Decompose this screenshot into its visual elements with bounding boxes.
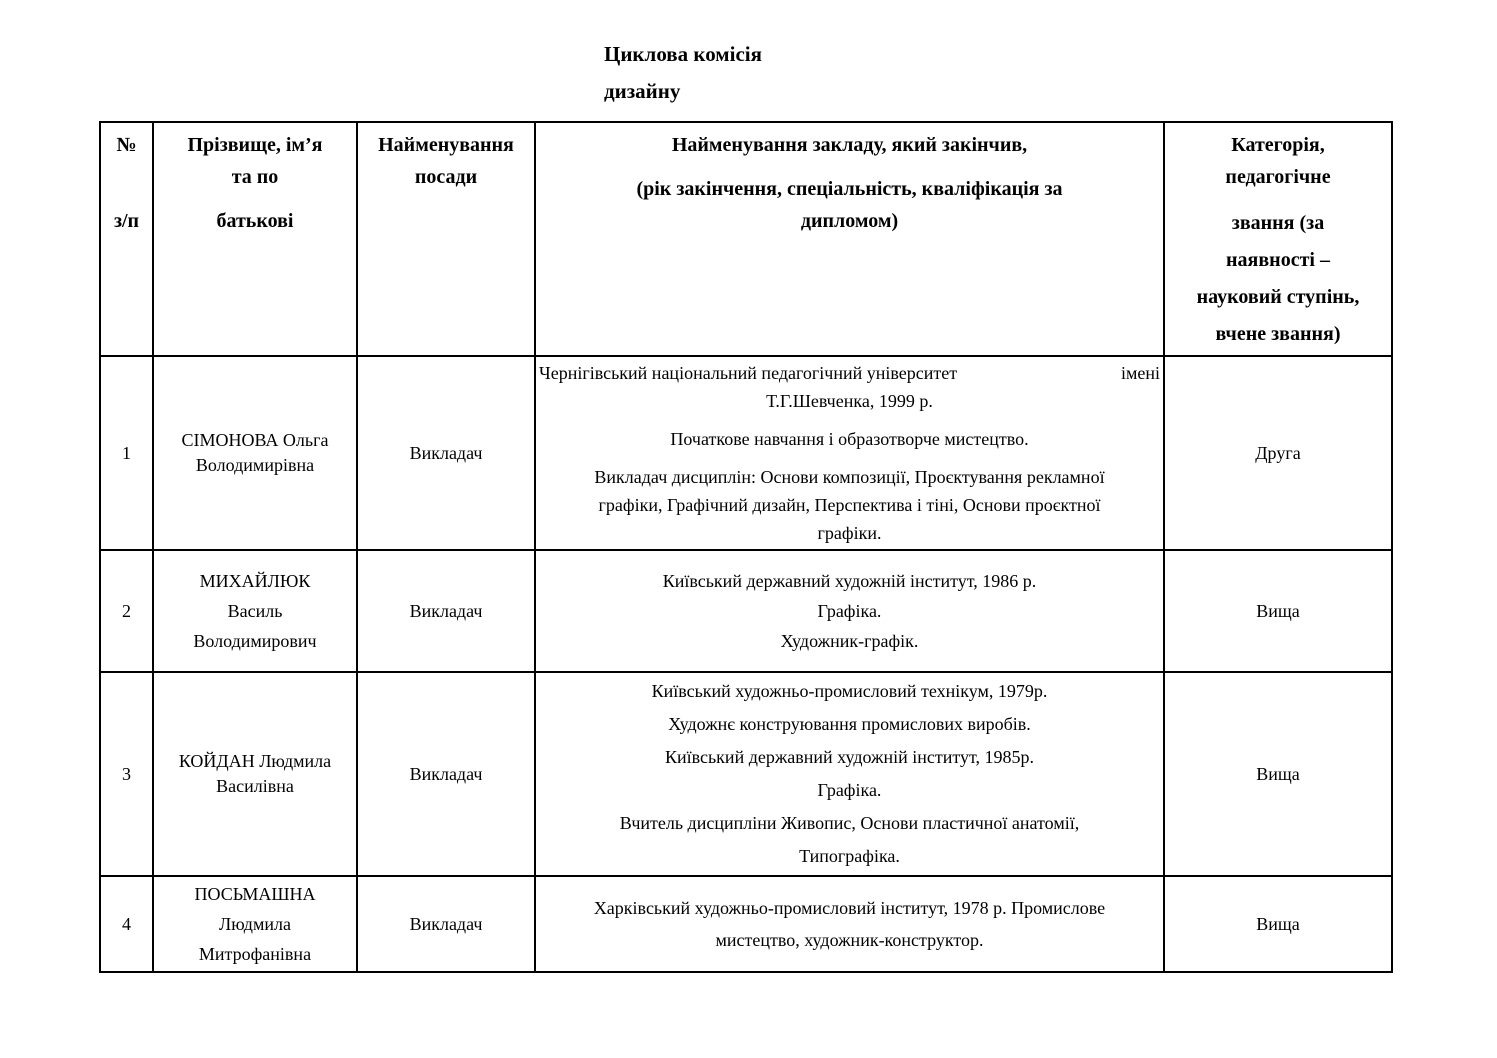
education-line-right: імені: [1120, 363, 1160, 383]
row-number-cell: [100, 876, 153, 972]
teacher-name-line: МИХАЙЛЮК: [199, 571, 311, 591]
header-line: №: [116, 134, 137, 156]
category-label: Вища: [1256, 764, 1300, 784]
teacher-name-cell: [153, 356, 357, 550]
header-line: посади: [414, 166, 478, 188]
education-line: графіки, Графічний дизайн, Перспектива і тіні, Основи проєктної: [598, 495, 1101, 515]
row-number-cell: [100, 672, 153, 876]
header-line: з/п: [113, 210, 140, 232]
header-institution-cell: [535, 122, 1164, 356]
table-row: [100, 356, 1392, 550]
teacher-name-cell: [153, 550, 357, 672]
education-line: Художник-графік.: [780, 631, 919, 651]
category-label: Вища: [1256, 914, 1300, 934]
education-cell: [535, 876, 1164, 972]
document-title: [604, 36, 762, 110]
table-row: [100, 672, 1392, 876]
education-line: Т.Г.Шевченка, 1999 р.: [766, 391, 933, 411]
teacher-name-line: Василь: [227, 601, 283, 621]
category-cell: [1164, 550, 1392, 672]
header-line: звання (за: [1231, 212, 1325, 234]
teacher-name-cell: [153, 876, 357, 972]
header-line: Найменування: [378, 134, 514, 156]
document-title-line: дизайну: [604, 79, 681, 103]
table-row: [100, 876, 1392, 972]
education-line: Типографіка.: [799, 846, 900, 866]
teacher-name-line: Володимирівна: [195, 455, 315, 475]
row-number: 4: [122, 913, 131, 934]
education-line: Художнє конструювання промислових виробів.: [668, 714, 1031, 734]
education-line: Київський художньо-промисловий технікум, 1979р.: [651, 681, 1048, 701]
header-name-cell: [153, 122, 357, 356]
position-label: Викладач: [409, 600, 483, 621]
education-cell: [535, 672, 1164, 876]
position-label: Викладач: [409, 763, 483, 784]
header-line: вчене звання): [1215, 323, 1341, 345]
table-row: [100, 550, 1392, 672]
position-cell: [357, 672, 535, 876]
header-line: Найменування закладу, який закінчив,: [671, 134, 1028, 156]
row-number-cell: [100, 356, 153, 550]
header-line: Прізвище, ім’я: [187, 134, 323, 156]
category-cell: [1164, 672, 1392, 876]
position-cell: [357, 876, 535, 972]
teacher-name-line: Володимирович: [193, 631, 317, 651]
teacher-name-line: Людмила: [219, 914, 291, 934]
position-label: Викладач: [409, 442, 483, 463]
education-line: Харківський художньо-промисловий інститут, 1978 р. Промислове: [593, 898, 1106, 918]
header-line: педагогічне: [1225, 166, 1331, 188]
position-cell: [357, 550, 535, 672]
teacher-name-line: СІМОНОВА Ольга: [181, 430, 329, 450]
teacher-name-line: КОЙДАН Людмила: [178, 751, 332, 771]
category-cell: [1164, 356, 1392, 550]
education-line: Київський державний художній інститут, 1986 р.: [662, 571, 1037, 591]
header-line: та по: [231, 166, 279, 188]
row-number: 2: [122, 600, 131, 621]
category-cell: [1164, 876, 1392, 972]
education-line: мистецтво, художник-конструктор.: [715, 930, 984, 950]
header-line: Категорія,: [1231, 134, 1325, 156]
education-line: Київський державний художній інститут, 1985р.: [664, 747, 1035, 767]
header-line: батькові: [216, 210, 294, 232]
header-line: наявності –: [1226, 249, 1330, 271]
header-category-cell: [1164, 122, 1392, 356]
position-cell: [357, 356, 535, 550]
header-position-cell: [357, 122, 535, 356]
education-line: [539, 359, 1160, 387]
education-cell: [535, 356, 1164, 550]
education-line-left: Чернігівський національний педагогічний університет: [539, 363, 958, 383]
teacher-name-line: Митрофанівна: [198, 944, 312, 964]
teachers-table: [99, 121, 1393, 973]
category-label: Друга: [1255, 443, 1301, 463]
education-line: Викладач дисциплін: Основи композиції, Проєктування рекламної: [594, 467, 1105, 487]
education-line: графіки.: [817, 523, 882, 543]
document-title-line: Циклова комісія: [604, 42, 762, 66]
teacher-name-cell: [153, 672, 357, 876]
position-label: Викладач: [409, 913, 483, 934]
header-line: дипломом): [800, 210, 899, 232]
teacher-name-line: Василівна: [216, 776, 294, 796]
category-label: Вища: [1256, 601, 1300, 621]
table-header-row: [100, 122, 1392, 356]
row-number: 3: [122, 763, 131, 784]
header-num-cell: [100, 122, 153, 356]
header-line: (рік закінчення, спеціальність, кваліфікація за: [636, 178, 1063, 200]
education-cell: [535, 550, 1164, 672]
row-number: 1: [122, 442, 131, 463]
row-number-cell: [100, 550, 153, 672]
education-line: Початкове навчання і образотворче мистецтво.: [670, 429, 1029, 449]
teacher-name-line: ПОСЬМАШНА: [194, 884, 316, 904]
header-line: науковий ступінь,: [1196, 286, 1360, 308]
education-line: Графіка.: [817, 601, 882, 621]
education-line: Графіка.: [817, 780, 882, 800]
education-line: Вчитель дисципліни Живопис, Основи пластичної анатомії,: [619, 813, 1080, 833]
